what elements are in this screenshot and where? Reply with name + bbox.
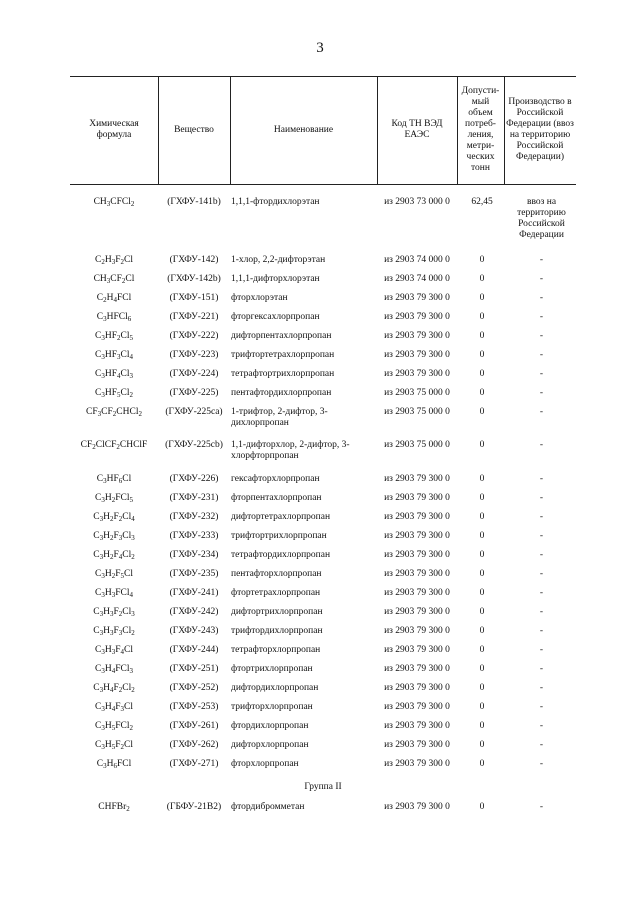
cell-substance: (ГХФУ-234): [169, 550, 219, 560]
cell-formula: $CF_3CF_2CHCl_2$: [86, 407, 142, 418]
cell-production: -: [539, 759, 544, 769]
cell-production: -: [539, 664, 544, 674]
header-code: Код ТН ВЭД ЕАЭС: [391, 119, 443, 140]
cell-formula: $C_3H_5F_2Cl$: [95, 740, 133, 751]
cell-formula: $C_3H_6FCl$: [96, 759, 132, 770]
cell-code: из 2903 74 000 0: [384, 274, 450, 284]
cell-quantity: 0: [479, 626, 485, 636]
cell-substance: (ГБФУ-21В2): [166, 802, 222, 812]
cell-production: -: [539, 721, 544, 731]
cell-formula: $C_3H_3F_3Cl_2$: [93, 626, 135, 637]
cell-production: -: [539, 331, 544, 341]
cell-production: -: [539, 645, 544, 655]
cell-name: 1,1-дифторхлор, 2-дифтор, 3-хлорфторпропан: [231, 440, 350, 461]
table-header-bottom-border: [70, 184, 576, 185]
cell-production: -: [539, 407, 544, 417]
cell-substance: (ГХФУ-142): [169, 255, 219, 265]
cell-quantity: 0: [479, 702, 485, 712]
cell-name: фтордибромметан: [231, 802, 305, 812]
cell-formula: $C_3HF_6Cl$: [96, 474, 132, 485]
cell-code: из 2903 79 300 0: [384, 721, 450, 731]
cell-name: 1,1,1-дифторхлорэтан: [231, 274, 320, 284]
cell-production: -: [539, 607, 544, 617]
cell-code: из 2903 79 300 0: [384, 474, 450, 484]
cell-production: -: [539, 369, 544, 379]
cell-production: ввоз на территорию Российской Федерации: [517, 197, 566, 240]
cell-substance: (ГХФУ-243): [169, 626, 219, 636]
cell-name: фторхлорпропан: [231, 759, 299, 769]
cell-formula: $CH_3CF_2Cl$: [93, 274, 135, 285]
cell-formula: $C_2H_3F_2Cl$: [95, 255, 133, 266]
cell-name: пентафтордихлорпропан: [231, 388, 332, 398]
cell-quantity: 0: [479, 607, 485, 617]
cell-code: из 2903 79 300 0: [384, 493, 450, 503]
cell-production: -: [539, 569, 544, 579]
cell-quantity: 0: [479, 588, 485, 598]
cell-substance: (ГХФУ-223): [169, 350, 219, 360]
cell-substance: (ГХФУ-225): [169, 388, 219, 398]
cell-code: из 2903 79 300 0: [384, 626, 450, 636]
cell-production: -: [539, 274, 544, 284]
cell-quantity: 0: [479, 664, 485, 674]
cell-formula: $C_3H_4F_3Cl$: [95, 702, 133, 713]
cell-production: -: [539, 350, 544, 360]
cell-quantity: 0: [479, 569, 485, 579]
cell-production: -: [539, 683, 544, 693]
cell-name: дифтордихлорпропан: [231, 683, 319, 693]
cell-quantity: 0: [479, 550, 485, 560]
cell-code: из 2903 79 300 0: [384, 531, 450, 541]
cell-formula: $C_3H_2F_4Cl_2$: [93, 550, 135, 561]
cell-formula: $C_3H_5FCl_2$: [95, 721, 133, 732]
cell-formula: $C_3HF_5Cl_2$: [95, 388, 133, 399]
cell-quantity: 0: [479, 645, 485, 655]
cell-formula: $C_3H_2F_3Cl_3$: [93, 531, 135, 542]
cell-formula: $C_3HF_2Cl_5$: [95, 331, 133, 342]
cell-quantity: 0: [479, 407, 485, 417]
cell-production: -: [539, 255, 544, 265]
cell-production: -: [539, 474, 544, 484]
cell-formula: $CF_2ClCF_2CHClF$: [80, 440, 148, 451]
cell-production: -: [539, 312, 544, 322]
cell-production: -: [539, 626, 544, 636]
cell-formula: $C_3H_2FCl_5$: [95, 493, 133, 504]
cell-substance: (ГХФУ-262): [169, 740, 219, 750]
cell-name: дифторпентахлорпропан: [231, 331, 332, 341]
cell-formula: CHFBr$_2$: [98, 802, 130, 813]
cell-name: гексафторхлорпропан: [231, 474, 320, 484]
cell-substance: (ГХФУ-235): [169, 569, 219, 579]
cell-formula: $C_3H_2F_2Cl_4$: [93, 512, 135, 523]
cell-formula: $C_2H_4FCl$: [96, 293, 132, 304]
cell-name: дифтортрихлорпропан: [231, 607, 323, 617]
cell-code: из 2903 79 300 0: [384, 350, 450, 360]
cell-code: из 2903 79 300 0: [384, 312, 450, 322]
cell-name: фторпентахлорпропан: [231, 493, 322, 503]
cell-substance: (ГХФУ-226): [169, 474, 219, 484]
cell-name: 1-трифтор, 2-дифтор, 3-дихлорпропан: [231, 407, 328, 428]
cell-name: трифтортетрахлорпропан: [231, 350, 335, 360]
cell-code: из 2903 79 300 0: [384, 331, 450, 341]
cell-substance: (ГХФУ-151): [169, 293, 219, 303]
header-substance: Вещество: [174, 124, 214, 135]
cell-name: фтортетрахлорпропан: [231, 588, 321, 598]
header-production: Производство в Российской Федерации (ввоз на территорию Российской Федерации): [506, 97, 574, 162]
cell-formula: $C_3H_4F_2Cl_2$: [93, 683, 135, 694]
cell-formula: $C_3H_3F_2Cl_3$: [93, 607, 135, 618]
cell-name: трифтордихлорпропан: [231, 626, 323, 636]
cell-substance: (ГХФУ-271): [169, 759, 219, 769]
cell-formula: $C_3HF_3Cl_4$: [95, 350, 133, 361]
cell-code: из 2903 79 300 0: [384, 645, 450, 655]
cell-quantity: 0: [479, 721, 485, 731]
cell-quantity: 0: [479, 531, 485, 541]
cell-quantity: 0: [479, 274, 485, 284]
cell-substance: (ГХФУ-231): [169, 493, 219, 503]
cell-name: 1,1,1-фтордихлорэтан: [231, 197, 320, 207]
cell-substance: (ГХФУ-224): [169, 369, 219, 379]
cell-quantity: 0: [479, 740, 485, 750]
cell-name: 1-хлор, 2,2-дифторэтан: [231, 255, 326, 265]
cell-quantity: 0: [479, 512, 485, 522]
cell-code: из 2903 79 300 0: [384, 802, 450, 812]
cell-substance: (ГХФУ-241): [169, 588, 219, 598]
header-name: Наименование: [273, 124, 334, 135]
cell-quantity: 0: [479, 255, 485, 265]
cell-quantity: 0: [479, 350, 485, 360]
cell-substance: (ГХФУ-232): [169, 512, 219, 522]
cell-name: трифтортрихлорпропан: [231, 531, 327, 541]
cell-substance: (ГХФУ-252): [169, 683, 219, 693]
cell-quantity: 0: [479, 331, 485, 341]
cell-quantity: 0: [479, 802, 485, 812]
cell-code: из 2903 79 300 0: [384, 664, 450, 674]
cell-name: трифторхлорпропан: [231, 702, 313, 712]
cell-substance: (ГХФУ-251): [169, 664, 219, 674]
cell-production: -: [539, 512, 544, 522]
cell-formula: $C_3H_2F_5Cl$: [95, 569, 133, 580]
cell-production: -: [539, 802, 544, 812]
group-title: Группа II: [304, 782, 342, 792]
cell-code: из 2903 75 000 0: [384, 407, 450, 417]
cell-name: пентафторхлорпропан: [231, 569, 322, 579]
cell-code: из 2903 79 300 0: [384, 683, 450, 693]
cell-production: -: [539, 740, 544, 750]
cell-name: фторгексахлорпропан: [231, 312, 320, 322]
header-formula: Химическая формула: [89, 119, 139, 140]
cell-code: из 2903 79 300 0: [384, 293, 450, 303]
cell-substance: (ГХФУ-222): [169, 331, 219, 341]
cell-substance: (ГХФУ-221): [169, 312, 219, 322]
cell-name: дифтортетрахлорпропан: [231, 512, 331, 522]
cell-code: из 2903 75 000 0: [384, 388, 450, 398]
cell-formula: $C_3HF_4Cl_3$: [95, 369, 133, 380]
cell-quantity: 0: [479, 388, 485, 398]
cell-formula: $CH_3CFCl_2$: [93, 197, 135, 208]
cell-formula: $C_3H_3F_4Cl$: [95, 645, 133, 656]
cell-name: фторхлорэтан: [231, 293, 288, 303]
cell-production: -: [539, 702, 544, 712]
cell-code: из 2903 79 300 0: [384, 569, 450, 579]
cell-production: -: [539, 293, 544, 303]
page-number: 3: [316, 40, 324, 56]
cell-quantity: 0: [479, 440, 485, 450]
cell-substance: (ГХФУ-142b): [167, 274, 221, 284]
cell-name: фтортрихлорпропан: [231, 664, 313, 674]
cell-code: из 2903 75 000 0: [384, 440, 450, 450]
cell-name: дифторхлорпропан: [231, 740, 309, 750]
cell-formula: $C_3H_4FCl_3$: [95, 664, 133, 675]
cell-name: тетрафтордихлорпропан: [231, 550, 331, 560]
cell-substance: (ГХФУ-242): [169, 607, 219, 617]
cell-code: из 2903 79 300 0: [384, 607, 450, 617]
cell-substance: (ГХФУ-225ca): [165, 407, 223, 417]
cell-quantity: 62,45: [471, 197, 493, 207]
cell-quantity: 0: [479, 312, 485, 322]
cell-substance: (ГХФУ-261): [169, 721, 219, 731]
cell-code: из 2903 79 300 0: [384, 369, 450, 379]
cell-code: из 2903 79 300 0: [384, 702, 450, 712]
cell-production: -: [539, 588, 544, 598]
cell-formula: $C_3HFCl_6$: [96, 312, 132, 323]
cell-quantity: 0: [479, 293, 485, 303]
cell-quantity: 0: [479, 683, 485, 693]
cell-code: из 2903 79 300 0: [384, 512, 450, 522]
cell-name: тетрафтортрихлорпропан: [231, 369, 335, 379]
cell-production: -: [539, 440, 544, 450]
cell-substance: (ГХФУ-233): [169, 531, 219, 541]
cell-quantity: 0: [479, 474, 485, 484]
cell-substance: (ГХФУ-225cb): [165, 440, 223, 450]
cell-quantity: 0: [479, 493, 485, 503]
cell-code: из 2903 79 300 0: [384, 550, 450, 560]
cell-substance: (ГХФУ-244): [169, 645, 219, 655]
cell-substance: (ГХФУ-253): [169, 702, 219, 712]
cell-code: из 2903 74 000 0: [384, 255, 450, 265]
cell-quantity: 0: [479, 369, 485, 379]
cell-substance: (ГХФУ-141b): [167, 197, 221, 207]
header-quantity: Допусти-мый объем потреб-ления, метри-ческих тонн: [461, 86, 500, 173]
cell-quantity: 0: [479, 759, 485, 769]
cell-code: из 2903 79 300 0: [384, 740, 450, 750]
cell-name: фтордихлорпропан: [231, 721, 309, 731]
cell-production: -: [539, 550, 544, 560]
cell-production: -: [539, 493, 544, 503]
cell-code: из 2903 79 300 0: [384, 588, 450, 598]
cell-production: -: [539, 388, 544, 398]
cell-production: -: [539, 531, 544, 541]
cell-code: из 2903 73 000 0: [384, 197, 450, 207]
cell-name: тетрафторхлорпропан: [231, 645, 321, 655]
cell-formula: $C_3H_3FCl_4$: [95, 588, 133, 599]
cell-code: из 2903 79 300 0: [384, 759, 450, 769]
